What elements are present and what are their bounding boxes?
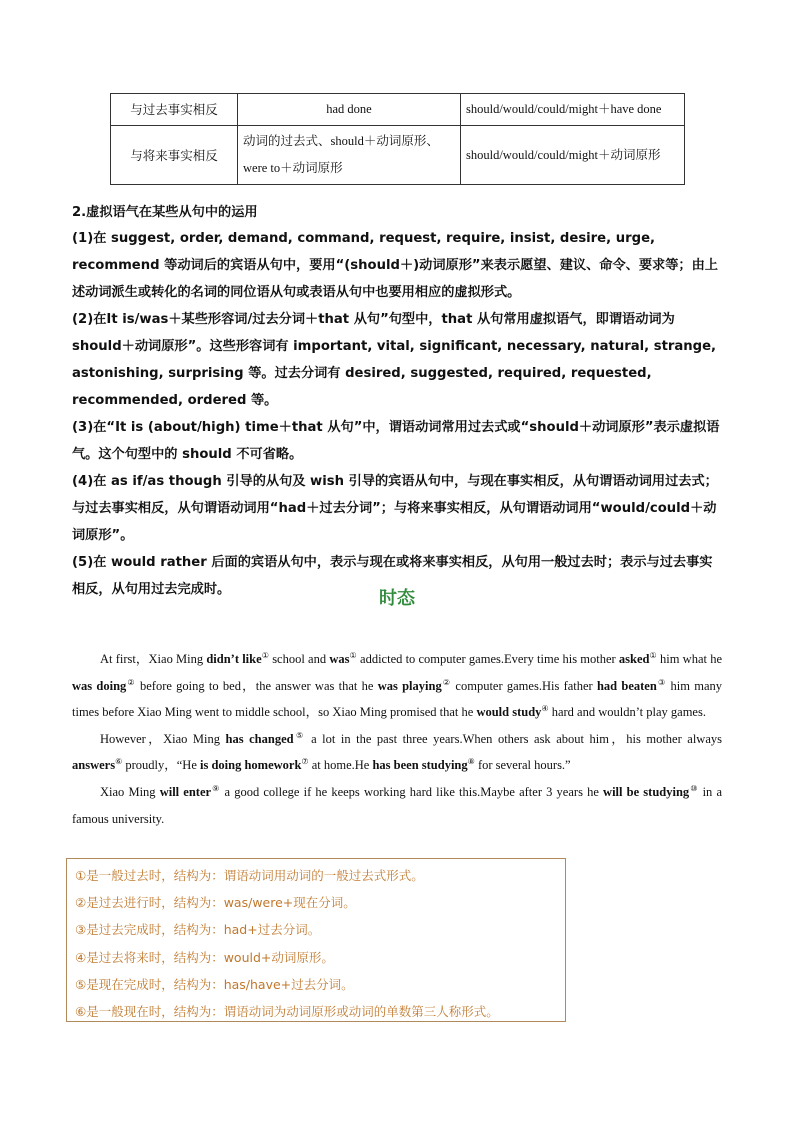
rule-item: (2)在It is/was＋某些形容词/过去分词＋that 从句”句型中，that 从句常用虚拟语气，即谓语动词为should＋动词原形”。这些形容词有 important, vital, significant, necessary, natural, strange, astonishing, surprising 等。过去分词有 desired, suggested, required, requested, recommended, ordered 等。 <box>72 312 717 408</box>
rule-item: (1)在 suggest, order, demand, command, request, require, insist, desire, urge, recommend 等动词后的宾语从句中，要用“(should＋)动词原形”来表示愿望、建议、命令、要求等；由上述动词派生或转化的名词的同位语从句或表语从句中也要用相应的虚拟形式。 <box>72 231 718 300</box>
section-title: 时态 <box>379 588 415 609</box>
verb-highlight: is doing homework <box>200 758 302 773</box>
passage-text: school and <box>268 652 330 666</box>
tense-notes-box <box>66 858 566 1022</box>
passage-text: At first，Xiao Ming <box>100 652 207 666</box>
passage-text: for several hours.” <box>474 758 571 773</box>
passage-text: at home.He <box>308 758 373 773</box>
note-marker: ④ <box>541 704 549 714</box>
note-marker: ⑦ <box>301 757 309 767</box>
passage-text: in a famous university. <box>72 784 723 826</box>
verb-highlight: had beaten <box>596 678 657 693</box>
passage-text: hard and wouldn’t play games. <box>548 705 706 720</box>
rule-item: (5)在 would rather 后面的宾语从句中，表示与现在或将来事实相反，从句用一般过去时；表示与过去事实相反，从句用过去完成时。 <box>72 555 713 597</box>
passage-text: addicted to computer games.Every time his mother <box>356 652 619 666</box>
passage-text: proudly，“He <box>122 758 200 773</box>
verb-highlight: was doing <box>72 678 127 693</box>
note-line: ②是过去进行时，结构为：was/were+现在分词。 <box>75 895 356 911</box>
passage-paragraph <box>72 646 722 726</box>
passage-text: Xiao Ming <box>100 784 160 799</box>
passage-text: before going to bed，the answer was that he <box>135 678 378 693</box>
passage-text: However，Xiao Ming <box>100 731 226 746</box>
note-marker: ② <box>441 677 452 687</box>
table-cell-main: should/would/could/might＋动词原形 <box>461 126 685 185</box>
verb-highlight: was playing <box>377 678 442 693</box>
table-cell-form: 动词的过去式、should＋动词原形、were to＋动词原形 <box>238 126 461 185</box>
note-marker: ① <box>261 650 269 660</box>
note-marker: ① <box>349 650 357 660</box>
grammar-table <box>110 93 685 185</box>
rule-item: (4)在 as if/as though 引导的从句及 wish 引导的宾语从句中，与现在事实相反，从句谓语动词用过去式；与过去事实相反，从句谓语动词用“had＋过去分词”；与将来事实相反，从句谓语动词用“would/could＋动词原形”。 <box>72 474 718 543</box>
note-marker: ⑨ <box>211 783 221 793</box>
note-line: ①是一般过去时，结构为：谓语动词用动词的一般过去式形式。 <box>75 868 424 883</box>
verb-highlight: would study <box>476 705 542 720</box>
rules-heading: 2.虚拟语气在某些从句中的运用 <box>72 205 258 220</box>
rule-item: (3)在“It is (about/high) time＋that 从句”中，谓语动词常用过去式或“should＋动词原形”表示虚拟语气。这个句型中的 should 不可省略。 <box>72 420 720 462</box>
passage-text: a good college if he keeps working hard like this.Maybe after 3 years he <box>220 784 604 799</box>
note-marker: ② <box>126 677 136 687</box>
note-marker: ① <box>649 650 657 660</box>
table-row <box>111 126 685 185</box>
passage <box>72 646 722 832</box>
note-line: ⑤是现在完成时，结构为：has/have+过去分词。 <box>75 976 354 992</box>
passage-paragraph <box>72 726 722 779</box>
note-line: ④是过去将来时，结构为：would+动词原形。 <box>75 949 334 965</box>
note-marker: ⑧ <box>467 757 475 767</box>
table-cell-form: had done <box>238 94 461 126</box>
passage-text: him many times before Xiao Ming went to middle school，so Xiao Ming promised that he <box>72 678 723 720</box>
passage-text: computer games.His father <box>451 678 597 693</box>
note-marker: ⑤ <box>293 730 306 740</box>
verb-highlight: didn’t like <box>206 652 262 666</box>
table-cell-label: 与过去事实相反 <box>111 94 238 126</box>
note-line: ③是过去完成时，结构为：had+过去分词。 <box>75 922 321 938</box>
note-line: ⑥是一般现在时，结构为：谓语动词为动词原形或动词的单数第三人称形式。 <box>75 1004 499 1020</box>
note-marker: ③ <box>656 677 667 687</box>
verb-highlight: will enter <box>159 784 212 799</box>
verb-highlight: answers <box>72 758 116 773</box>
passage-text: a lot in the past three years.When others ask about him，his mother always <box>305 731 722 746</box>
note-marker: ⑩ <box>689 783 699 793</box>
table-cell-label: 与将来事实相反 <box>111 126 238 185</box>
verb-highlight: will be studying <box>603 784 690 799</box>
passage-paragraph <box>72 779 722 832</box>
table-row <box>111 94 685 126</box>
verb-highlight: has changed <box>225 731 294 746</box>
passage-text: him what he <box>656 652 722 666</box>
rules-section <box>72 201 724 603</box>
verb-highlight: asked <box>618 652 650 666</box>
note-marker: ⑥ <box>115 757 123 767</box>
table-cell-main: should/would/could/might＋have done <box>461 94 685 126</box>
verb-highlight: was <box>329 652 350 666</box>
verb-highlight: has been studying <box>372 758 468 773</box>
